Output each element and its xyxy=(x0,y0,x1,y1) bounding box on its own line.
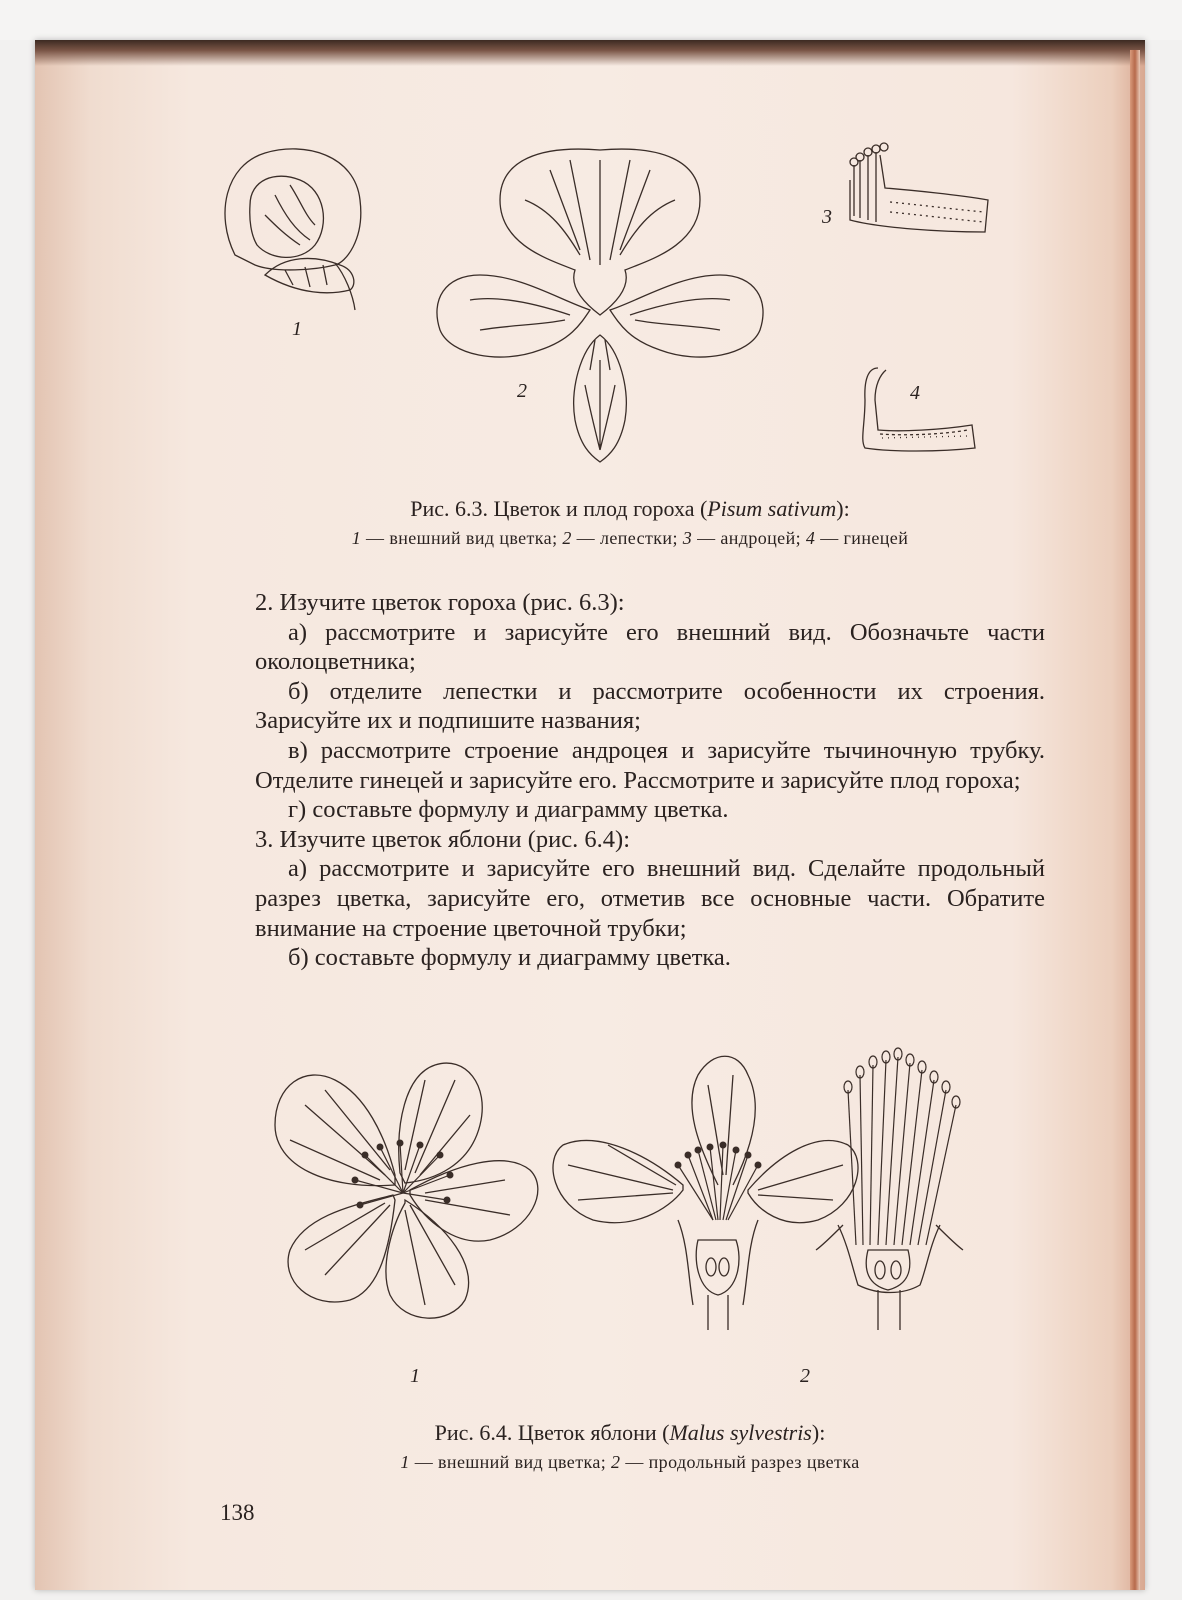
instructions-text xyxy=(255,588,1045,973)
fig64-label-2: 2 xyxy=(800,1365,810,1387)
fig63-label-1: 1 xyxy=(292,318,302,340)
page-top-shadow xyxy=(35,40,1145,66)
page-number: 138 xyxy=(220,1500,255,1525)
fig64-caption-legend: 1 — внешний вид цветка; 2 — продольный разрез цветка xyxy=(400,1452,860,1472)
task-3b: б) составьте формулу и диаграмму цветка. xyxy=(288,944,731,972)
fig64-caption-title: Рис. 6.4. Цветок яблони (Malus sylvestris): xyxy=(434,1420,826,1445)
pea-petals-drawing xyxy=(430,140,770,465)
task-3-heading: 3. Изучите цветок яблони (рис. 6.4): xyxy=(255,825,631,853)
fig63-label-4: 4 xyxy=(910,382,920,404)
pea-gynoecium-drawing xyxy=(850,360,980,460)
fig63-caption-title: Рис. 6.3. Цветок и плод гороха (Pisum sativum): xyxy=(410,496,850,521)
fig63-label-3: 3 xyxy=(822,206,832,228)
apple-flower-section-drawing xyxy=(548,1045,988,1335)
fig64-caption xyxy=(200,1418,1060,1476)
book-spine-edge xyxy=(1130,50,1140,1590)
task-2c: в) рассмотрите строение андроцея и зарисуйте тычиночную трубку. Отделите гинецей и зарисуйте его. Рассмотрите и зарисуйте плод гороха; xyxy=(255,736,1045,794)
apple-flower-exterior-drawing xyxy=(265,1055,545,1330)
task-2b: б) отделите лепестки и рассмотрите особенности их строения. Зарисуйте их и подпишите названия; xyxy=(255,677,1045,735)
task-3a: а) рассмотрите и зарисуйте его внешний вид. Сделайте продольный разрез цветка, зарисуйте его, отметив все основные части. Обратите внимание на строение цветочной трубки; xyxy=(255,855,1045,942)
pea-flower-exterior-drawing xyxy=(215,145,375,315)
background-strip xyxy=(0,0,1182,40)
task-2a: а) рассмотрите и зарисуйте его внешний вид. Обозначьте части околоцветника; xyxy=(255,618,1045,676)
task-2d: г) составьте формулу и диаграмму цветка. xyxy=(288,796,729,824)
fig63-caption xyxy=(200,494,1060,552)
pea-androecium-drawing xyxy=(840,140,990,240)
fig63-label-2: 2 xyxy=(517,380,527,402)
fig64-label-1: 1 xyxy=(410,1365,420,1387)
task-2-heading: 2. Изучите цветок гороха (рис. 6.3): xyxy=(255,589,625,616)
fig63-caption-legend: 1 — внешний вид цветка; 2 — лепестки; 3 — андроцей; 4 — гинецей xyxy=(351,528,909,548)
